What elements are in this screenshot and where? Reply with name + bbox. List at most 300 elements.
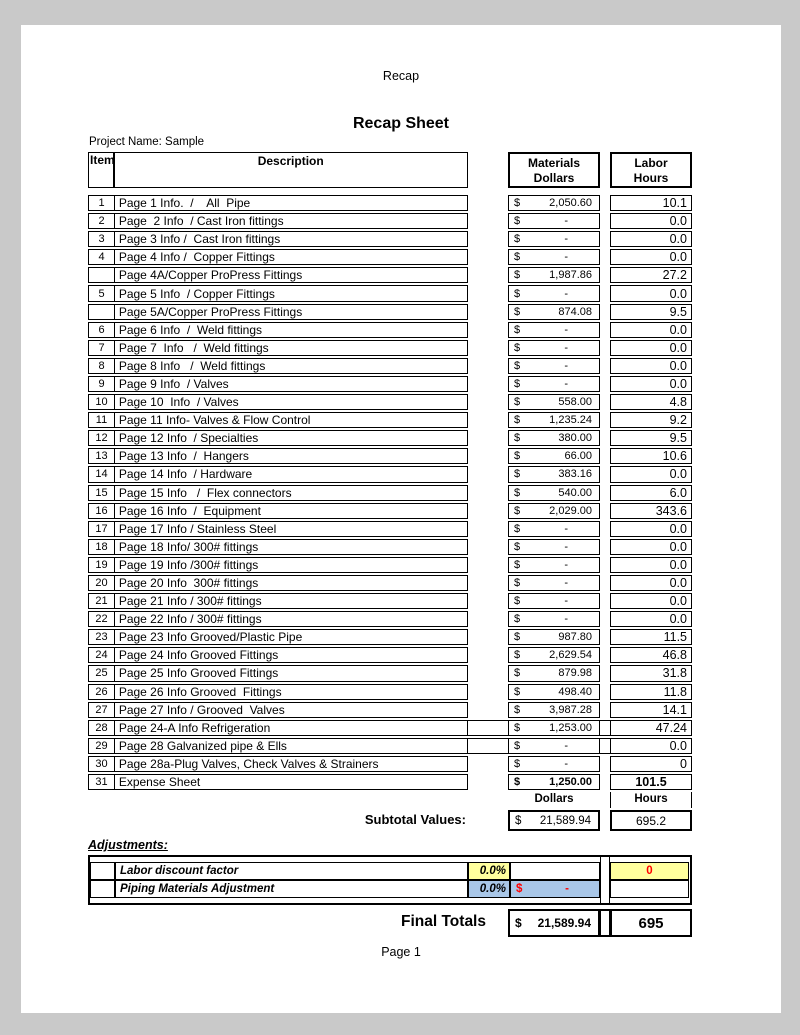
materials-value: - — [564, 613, 568, 626]
materials-cell — [508, 358, 600, 374]
currency-symbol: $ — [514, 468, 521, 481]
item-cell: 28 — [88, 720, 115, 736]
adjustments-heading: Adjustments: — [88, 838, 168, 853]
materials-value: - — [564, 377, 568, 390]
materials-cell — [508, 774, 600, 790]
materials-value: 1,253.00 — [549, 721, 592, 734]
materials-cell — [508, 575, 600, 591]
hours-cell: 9.5 — [610, 304, 692, 320]
row-gap-spacer — [600, 231, 610, 247]
recap-sheet-table — [88, 152, 692, 937]
row-gap-spacer — [468, 485, 508, 501]
item-cell: 25 — [88, 665, 115, 681]
materials-cell — [508, 249, 600, 265]
item-cell: 20 — [88, 575, 115, 591]
materials-cell — [508, 322, 600, 338]
item-cell: 10 — [88, 394, 115, 410]
row-gap-spacer — [600, 593, 610, 609]
row-gap-spacer — [468, 394, 508, 410]
description-cell: Page 6 Info / Weld fittings — [114, 322, 468, 338]
item-cell: 5 — [88, 285, 115, 301]
materials-cell — [508, 340, 600, 356]
currency-symbol: $ — [514, 233, 521, 246]
materials-value: - — [564, 577, 568, 590]
page-title: Recap Sheet — [352, 115, 450, 132]
materials-value: - — [564, 595, 568, 608]
materials-cell — [508, 213, 600, 229]
row-gap-spacer — [468, 521, 508, 537]
materials-value: - — [564, 359, 568, 372]
row-gap-spacer — [468, 593, 508, 609]
description-cell: Page 28 Galvanized pipe & Ells — [114, 738, 468, 754]
currency-symbol: $ — [514, 577, 521, 590]
materials-cell — [508, 756, 600, 772]
piping-adjustment-value: - — [565, 883, 569, 896]
hours-cell: 9.2 — [610, 412, 692, 428]
currency-symbol: $ — [514, 323, 521, 336]
currency-symbol: $ — [514, 739, 521, 752]
hours-cell: 0.0 — [610, 539, 692, 555]
item-cell: 24 — [88, 647, 115, 663]
final-materials-value: 21,589.94 — [537, 916, 591, 931]
row-gap-spacer — [468, 575, 508, 591]
page-number-footer: Page 1 — [381, 945, 421, 959]
subtotal-materials-cell — [508, 810, 600, 831]
row-gap-spacer — [600, 249, 610, 265]
description-cell: Page 7 Info / Weld fittings — [114, 340, 468, 356]
item-column-header: Item — [88, 152, 115, 188]
currency-symbol: $ — [516, 883, 523, 896]
hours-cell: 0.0 — [610, 376, 692, 392]
hours-cell: 0.0 — [610, 738, 692, 754]
final-totals-row — [88, 909, 692, 937]
row-gap-spacer — [600, 322, 610, 338]
item-cell: 3 — [88, 231, 115, 247]
description-cell: Page 27 Info / Grooved Valves — [114, 702, 468, 718]
row-gap-spacer — [468, 665, 508, 681]
description-cell: Page 18 Info/ 300# fittings — [114, 539, 468, 555]
materials-cell — [508, 430, 600, 446]
currency-symbol: $ — [514, 269, 521, 282]
labor-header-line1: Labor — [634, 156, 668, 170]
materials-value: 1,235.24 — [549, 414, 592, 427]
materials-cell — [508, 521, 600, 537]
labor-discount-hours-result: 0 — [610, 862, 689, 880]
row-gap-spacer — [468, 774, 508, 790]
materials-value: - — [564, 215, 568, 228]
description-cell: Page 25 Info Grooved Fittings — [114, 665, 468, 681]
hours-cell: 47.24 — [610, 720, 692, 736]
materials-cell — [508, 629, 600, 645]
hours-cell: 0.0 — [610, 575, 692, 591]
hours-cell: 27.2 — [610, 267, 692, 283]
hours-cell: 10.1 — [610, 195, 692, 211]
row-gap-spacer — [600, 195, 610, 211]
table-header-row — [88, 152, 692, 188]
adjustments-bottom-strip — [610, 898, 689, 903]
piping-adjustment-materials-result — [510, 880, 600, 898]
description-cell: Page 1 Info. / All Pipe — [114, 195, 468, 211]
row-gap-spacer — [468, 213, 508, 229]
row-gap-spacer — [600, 304, 610, 320]
materials-cell — [508, 231, 600, 247]
materials-cell — [508, 557, 600, 573]
materials-cell — [508, 376, 600, 392]
materials-cell — [508, 611, 600, 627]
item-cell: 29 — [88, 738, 115, 754]
hours-cell: 0.0 — [610, 521, 692, 537]
currency-symbol: $ — [514, 305, 521, 318]
row-gap-spacer — [468, 720, 508, 736]
subtotal-spacer — [600, 810, 610, 831]
materials-cell — [508, 304, 600, 320]
row-gap-spacer — [600, 376, 610, 392]
hours-cell: 0.0 — [610, 611, 692, 627]
row-gap-spacer — [600, 575, 610, 591]
materials-cell — [508, 647, 600, 663]
description-cell: Page 23 Info Grooved/Plastic Pipe — [114, 629, 468, 645]
currency-symbol: $ — [514, 558, 521, 571]
row-gap-spacer — [468, 756, 508, 772]
materials-value: 383.16 — [558, 468, 592, 481]
materials-value: 540.00 — [558, 486, 592, 499]
description-cell: Page 24-A Info Refrigeration — [114, 720, 468, 736]
item-cell: 7 — [88, 340, 115, 356]
row-gap-spacer — [468, 285, 508, 301]
adjustments-gap-column — [600, 880, 610, 898]
adjustments-gap-column — [600, 862, 610, 880]
currency-symbol: $ — [514, 341, 521, 354]
row-gap-spacer — [600, 448, 610, 464]
hours-cell: 0.0 — [610, 322, 692, 338]
item-cell — [88, 267, 115, 283]
materials-value: - — [564, 558, 568, 571]
materials-cell — [508, 702, 600, 718]
row-gap-spacer — [468, 684, 508, 700]
materials-value: 2,050.60 — [549, 197, 592, 210]
item-cell: 31 — [88, 774, 115, 790]
currency-symbol: $ — [514, 450, 521, 463]
description-cell: Page 14 Info / Hardware — [114, 466, 468, 482]
item-cell: 8 — [88, 358, 115, 374]
row-gap-spacer — [600, 267, 610, 283]
materials-cell — [508, 738, 600, 754]
subtotal-materials-value: 21,589.94 — [539, 814, 591, 827]
row-gap-spacer — [468, 647, 508, 663]
row-gap-spacer — [468, 503, 508, 519]
row-gap-spacer — [600, 738, 610, 754]
description-column-header: Description — [113, 152, 468, 188]
dollars-unit-label: Dollars — [534, 793, 574, 806]
description-cell: Page 10 Info / Valves — [114, 394, 468, 410]
final-hours-value: 695 — [638, 914, 664, 932]
item-cell: 23 — [88, 629, 115, 645]
row-gap-spacer — [468, 702, 508, 718]
piping-adjustment-percent-input[interactable]: 0.0% — [468, 880, 510, 898]
row-gap-spacer — [468, 267, 508, 283]
currency-symbol: $ — [514, 540, 521, 553]
hours-cell: 11.5 — [610, 629, 692, 645]
currency-symbol: $ — [514, 595, 521, 608]
materials-value: 498.40 — [558, 685, 592, 698]
materials-value: 380.00 — [558, 432, 592, 445]
materials-value: - — [564, 323, 568, 336]
description-cell: Page 24 Info Grooved Fittings — [114, 647, 468, 663]
row-gap-spacer — [600, 430, 610, 446]
description-cell: Page 3 Info / Cast Iron fittings — [114, 231, 468, 247]
item-cell: 15 — [88, 485, 115, 501]
materials-cell — [508, 720, 600, 736]
item-cell: 21 — [88, 593, 115, 609]
description-cell: Page 11 Info- Valves & Flow Control — [114, 412, 468, 428]
materials-value: 1,987.86 — [549, 269, 592, 282]
item-cell: 19 — [88, 557, 115, 573]
materials-cell — [508, 684, 600, 700]
description-cell: Page 2 Info / Cast Iron fittings — [114, 213, 468, 229]
materials-cell — [508, 466, 600, 482]
materials-column-header — [508, 152, 600, 188]
materials-value: 874.08 — [558, 305, 592, 318]
labor-discount-percent-input[interactable]: 0.0% — [468, 862, 510, 880]
materials-cell — [508, 267, 600, 283]
currency-symbol: $ — [514, 414, 521, 427]
description-cell: Page 17 Info / Stainless Steel — [114, 521, 468, 537]
materials-value: 558.00 — [558, 396, 592, 409]
row-gap-spacer — [468, 340, 508, 356]
unit-label-row — [88, 792, 692, 808]
materials-cell — [508, 285, 600, 301]
currency-symbol: $ — [514, 396, 521, 409]
final-hours-cell — [610, 909, 692, 937]
subtotal-row — [88, 810, 692, 831]
item-cell: 14 — [88, 466, 115, 482]
row-gap-spacer — [600, 629, 610, 645]
currency-symbol: $ — [514, 504, 521, 517]
hours-cell: 4.8 — [610, 394, 692, 410]
materials-value: - — [564, 757, 568, 770]
currency-symbol: $ — [514, 251, 521, 264]
hours-cell: 10.6 — [610, 448, 692, 464]
item-cell: 12 — [88, 430, 115, 446]
hours-cell: 343.6 — [610, 503, 692, 519]
row-gap-spacer — [600, 557, 610, 573]
row-gap-spacer — [468, 629, 508, 645]
currency-symbol: $ — [514, 197, 521, 210]
item-cell: 26 — [88, 684, 115, 700]
adjustment-row-spacer — [90, 880, 115, 898]
currency-symbol: $ — [514, 757, 521, 770]
item-cell: 4 — [88, 249, 115, 265]
currency-symbol: $ — [515, 814, 522, 827]
row-gap-spacer — [468, 738, 508, 754]
currency-symbol: $ — [514, 287, 521, 300]
row-gap-spacer — [600, 394, 610, 410]
row-gap-spacer — [468, 412, 508, 428]
final-materials-cell — [508, 909, 600, 937]
hours-cell: 0.0 — [610, 340, 692, 356]
materials-cell — [508, 394, 600, 410]
hours-cell: 9.5 — [610, 430, 692, 446]
labor-column-header — [610, 152, 692, 188]
description-cell: Page 13 Info / Hangers — [114, 448, 468, 464]
currency-symbol: $ — [514, 613, 521, 626]
materials-cell — [508, 412, 600, 428]
item-cell: 27 — [88, 702, 115, 718]
table-body — [88, 195, 692, 790]
row-gap-spacer — [600, 485, 610, 501]
materials-value: - — [564, 287, 568, 300]
row-gap-spacer — [600, 756, 610, 772]
item-cell: 16 — [88, 503, 115, 519]
hours-cell: 0.0 — [610, 358, 692, 374]
materials-header-line2: Dollars — [533, 171, 575, 185]
hours-cell: 31.8 — [610, 665, 692, 681]
materials-value: 66.00 — [564, 450, 592, 463]
row-gap-spacer — [468, 539, 508, 555]
materials-cell — [508, 503, 600, 519]
description-cell: Page 4A/Copper ProPress Fittings — [114, 267, 468, 283]
row-gap-spacer — [468, 195, 508, 211]
row-gap-spacer — [468, 557, 508, 573]
description-cell: Expense Sheet — [114, 774, 468, 790]
hours-cell: 0.0 — [610, 249, 692, 265]
item-cell: 30 — [88, 756, 115, 772]
currency-symbol: $ — [514, 486, 521, 499]
currency-symbol: $ — [514, 631, 521, 644]
materials-header-line1: Materials — [527, 156, 581, 170]
materials-value: 2,629.54 — [549, 649, 592, 662]
final-gap-cell — [600, 909, 610, 937]
materials-value: 3,987.28 — [549, 703, 592, 716]
currency-symbol: $ — [514, 522, 521, 535]
description-cell: Page 9 Info / Valves — [114, 376, 468, 392]
item-cell: 1 — [88, 195, 115, 211]
row-gap-spacer — [468, 376, 508, 392]
adjustments-table — [88, 855, 692, 905]
description-cell: Page 8 Info / Weld fittings — [114, 358, 468, 374]
description-cell: Page 5A/Copper ProPress Fittings — [114, 304, 468, 320]
materials-cell — [508, 593, 600, 609]
materials-value: 987.80 — [558, 631, 592, 644]
hours-cell: 6.0 — [610, 485, 692, 501]
item-cell: 2 — [88, 213, 115, 229]
currency-symbol: $ — [514, 432, 521, 445]
currency-symbol: $ — [514, 703, 521, 716]
row-gap-spacer — [468, 231, 508, 247]
piping-adjustment-hours-cell — [610, 880, 689, 898]
materials-value: 879.98 — [558, 667, 592, 680]
currency-symbol: $ — [514, 721, 521, 734]
subtotal-spacer — [468, 810, 508, 831]
materials-value: - — [564, 522, 568, 535]
hours-cell: 0.0 — [610, 593, 692, 609]
hours-cell: 0.0 — [610, 231, 692, 247]
row-gap-spacer — [600, 720, 610, 736]
row-gap-spacer — [468, 448, 508, 464]
hours-cell: 0.0 — [610, 557, 692, 573]
labor-discount-materials-cell — [510, 862, 600, 880]
row-gap-spacer — [600, 412, 610, 428]
project-name-label: Project Name: Sample — [89, 136, 205, 148]
hours-cell: 0.0 — [610, 466, 692, 482]
materials-value: - — [564, 540, 568, 553]
description-cell: Page 20 Info 300# fittings — [114, 575, 468, 591]
row-gap-spacer — [468, 304, 508, 320]
materials-value: 2,029.00 — [549, 504, 592, 517]
header-spacer — [468, 152, 508, 188]
labor-header-line2: Hours — [633, 171, 669, 185]
row-gap-spacer — [600, 358, 610, 374]
subtotal-hours-value: 695.2 — [635, 813, 667, 828]
item-cell — [88, 304, 115, 320]
row-gap-spacer — [600, 702, 610, 718]
currency-symbol: $ — [514, 649, 521, 662]
row-gap-spacer — [468, 611, 508, 627]
description-cell: Page 4 Info / Copper Fittings — [114, 249, 468, 265]
item-cell: 11 — [88, 412, 115, 428]
currency-symbol: $ — [514, 685, 521, 698]
row-gap-spacer — [600, 611, 610, 627]
materials-value: 1,250.00 — [549, 776, 592, 789]
hours-cell: 46.8 — [610, 647, 692, 663]
row-gap-spacer — [600, 521, 610, 537]
subtotal-label: Subtotal Values: — [364, 812, 466, 828]
row-gap-spacer — [600, 539, 610, 555]
materials-value: - — [564, 233, 568, 246]
row-gap-spacer — [600, 665, 610, 681]
materials-cell — [508, 195, 600, 211]
materials-cell — [508, 448, 600, 464]
row-gap-spacer — [600, 503, 610, 519]
adjustments-bottom-strip — [90, 898, 600, 903]
hours-cell: 101.5 — [610, 774, 692, 790]
hours-cell: 0.0 — [610, 285, 692, 301]
row-gap-spacer — [600, 647, 610, 663]
description-cell: Page 26 Info Grooved Fittings — [114, 684, 468, 700]
row-gap-spacer — [468, 358, 508, 374]
description-cell: Page 16 Info / Equipment — [114, 503, 468, 519]
row-gap-spacer — [600, 774, 610, 790]
description-cell: Page 19 Info /300# fittings — [114, 557, 468, 573]
row-gap-spacer — [468, 430, 508, 446]
materials-cell — [508, 485, 600, 501]
item-cell: 18 — [88, 539, 115, 555]
document-page — [21, 25, 781, 1013]
description-cell: Page 28a-Plug Valves, Check Valves & Strainers — [114, 756, 468, 772]
subtotal-hours-cell — [610, 810, 692, 831]
item-cell: 13 — [88, 448, 115, 464]
hours-cell: 11.8 — [610, 684, 692, 700]
materials-cell — [508, 665, 600, 681]
row-gap-spacer — [600, 285, 610, 301]
row-gap-spacer — [468, 466, 508, 482]
currency-symbol: $ — [514, 776, 521, 789]
description-cell: Page 22 Info / 300# fittings — [114, 611, 468, 627]
description-cell: Page 12 Info / Specialties — [114, 430, 468, 446]
materials-value: - — [564, 739, 568, 752]
hours-cell: 0.0 — [610, 213, 692, 229]
description-cell: Page 21 Info / 300# fittings — [114, 593, 468, 609]
adjustments-gap-column — [600, 898, 610, 903]
recap-print-header: Recap — [382, 69, 420, 83]
adjustment-row-spacer — [90, 862, 115, 880]
currency-symbol: $ — [514, 359, 521, 372]
item-cell: 22 — [88, 611, 115, 627]
item-cell: 9 — [88, 376, 115, 392]
description-cell: Page 5 Info / Copper Fittings — [114, 285, 468, 301]
hours-cell: 0 — [610, 756, 692, 772]
currency-symbol: $ — [514, 667, 521, 680]
